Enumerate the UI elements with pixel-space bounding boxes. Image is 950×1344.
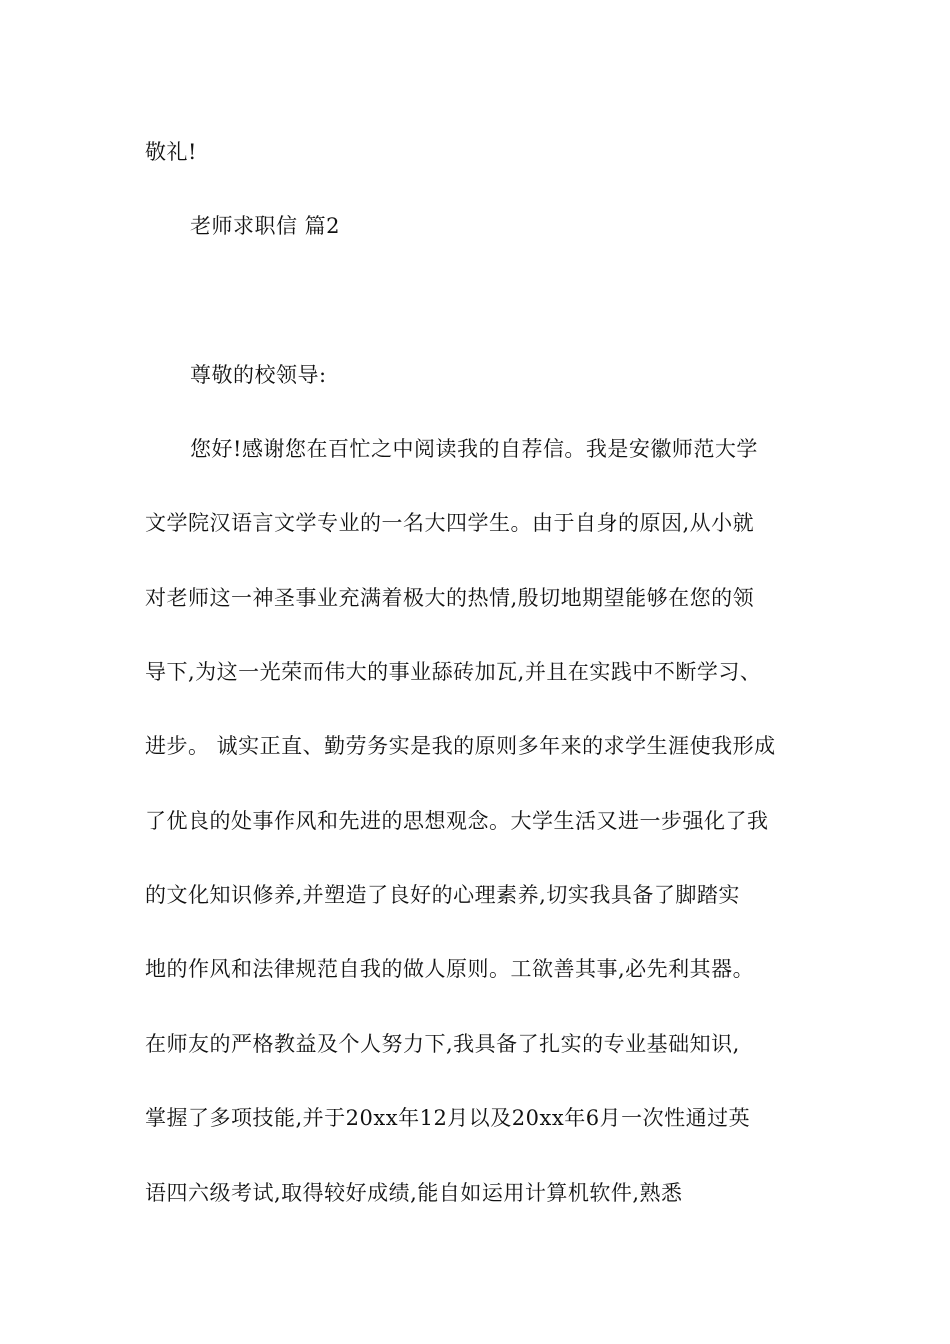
body-line: 您好!感谢您在百忙之中阅读我的自荐信。我是安徽师范大学 [190,437,758,461]
body-line: 对老师这一神圣事业充满着极大的热情,殷切地期望能够在您的领 [145,586,755,610]
closing-line: 敬礼! [145,140,197,164]
body-line: 在师友的严格教益及个人努力下,我具备了扎实的专业基础知识, [145,1032,740,1056]
body-line: 文学院汉语言文学专业的一名大四学生。由于自身的原因,从小就 [145,511,755,535]
body-line: 了优良的处事作风和先进的思想观念。大学生活又进一步强化了我 [145,809,769,833]
body-line: 的文化知识修养,并塑造了良好的心理素养,切实我具备了脚踏实 [145,883,740,907]
body-line: 进步。 诚实正直、勤劳务实是我的原则多年来的求学生涯使我形成 [145,734,776,758]
body-line: 语四六级考试,取得较好成绩,能自如运用计算机软件,熟悉 [145,1181,683,1205]
body-line: 导下,为这一光荣而伟大的事业舔砖加瓦,并且在实践中不断学习、 [145,660,762,684]
body-line: 掌握了多项技能,并于20xx年12月以及20xx年6月一次性通过英 [145,1106,751,1130]
section-heading: 老师求职信 篇2 [190,214,341,238]
salutation-line: 尊敬的校领导: [190,363,327,387]
body-line: 地的作风和法律规范自我的做人原则。工欲善其事,必先利其器。 [145,957,755,981]
